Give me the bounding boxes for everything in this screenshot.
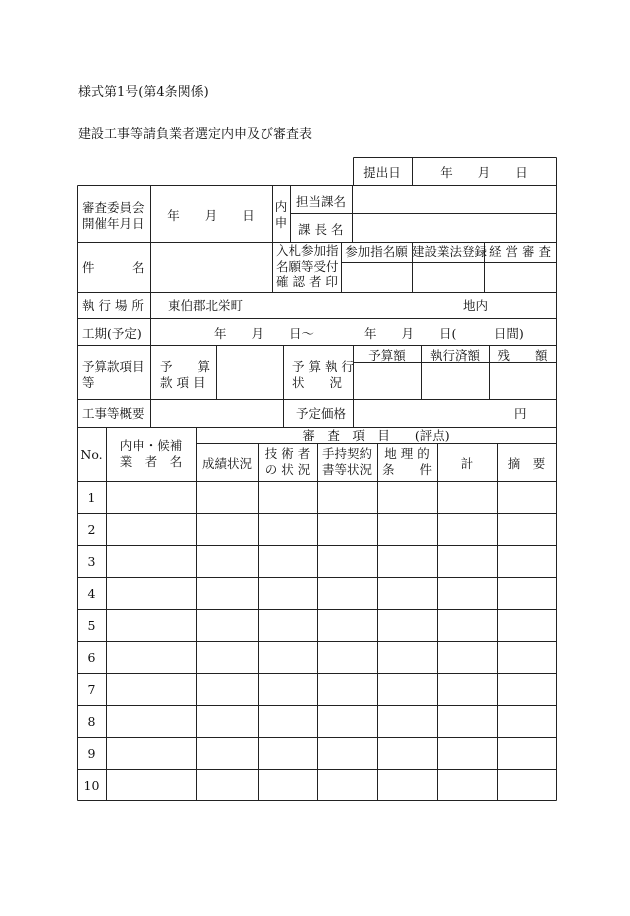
budget-label-2: 等 <box>82 374 95 390</box>
location-label: 執 行 場 所 <box>82 298 144 313</box>
kenmei-label: 件 名 <box>82 260 145 275</box>
col-kei: 計 <box>460 456 474 471</box>
col-seiseki: 成績状況 <box>201 456 252 471</box>
row-no-5: 5 <box>87 618 96 633</box>
row-no-10: 10 <box>83 778 100 793</box>
bid-col-2: 建設業法登録 <box>412 244 488 259</box>
applicant-header-2: 業 者 名 <box>119 453 183 469</box>
col-chiri-1: 地 理 的 <box>384 446 430 461</box>
col-chiri-2: 条 件 <box>381 461 432 477</box>
row-no-9: 9 <box>87 746 96 761</box>
applicant-header-1: 内申・候補 <box>119 438 183 453</box>
committee-label-1: 審査委員会 <box>82 200 145 215</box>
budget-col-2: 執行済額 <box>429 348 480 363</box>
budget-exec-label <box>292 359 354 390</box>
naishin-label <box>272 199 290 230</box>
overview-label: 工事等概要 <box>82 406 145 421</box>
tanto-label: 担当課名 <box>296 194 347 209</box>
col-temochi-1: 手持契約 <box>321 446 372 461</box>
kacho-label: 課 長 名 <box>298 222 344 237</box>
submit-date-value[interactable]: 年 月 日 <box>440 165 528 180</box>
budget-label <box>82 359 145 390</box>
row-no-7: 7 <box>87 682 96 697</box>
col-temochi <box>317 446 377 477</box>
location-prefix: 東伯郡北栄町 <box>168 298 244 313</box>
col-gijutsusha-1: 技 術 者 <box>264 446 311 461</box>
page-title: 建設工事等請負業者選定内申及び審査表 <box>78 127 313 142</box>
location-suffix: 地内 <box>463 298 489 313</box>
col-gijutsusha-2: の 状 況 <box>264 461 311 477</box>
bid-col-1: 参加指名願 <box>345 244 408 259</box>
bid-label-3: 確 認 者 印 <box>276 274 338 290</box>
row-no-3: 3 <box>87 554 96 569</box>
budget-col-3: 残 額 <box>497 348 548 363</box>
col-chiri <box>377 446 437 477</box>
period-value[interactable]: 年 月 日〜 年 月 日( 日間) <box>214 326 524 341</box>
naishin-char-2: 申 <box>274 214 288 230</box>
yen-unit: 円 <box>514 406 527 421</box>
bid-check-label <box>276 243 339 290</box>
budget-sub-2: 款 項 目 <box>160 374 206 390</box>
row-no-8: 8 <box>87 714 96 729</box>
budget-exec-2: 状 況 <box>292 374 343 390</box>
applicant-header <box>106 438 196 469</box>
budget-col-1: 予算額 <box>368 348 406 363</box>
budget-sub-label <box>160 359 210 390</box>
no-header: No. <box>80 447 103 462</box>
review-group-header: 審 査 項 目 (評点) <box>302 428 450 443</box>
committee-label-2: 開催年月日 <box>82 215 145 231</box>
bid-label-1: 入札参加指 <box>276 243 339 258</box>
price-label: 予定価格 <box>296 406 347 421</box>
committee-date-label <box>82 200 145 231</box>
naishin-char-1: 内 <box>274 199 288 214</box>
bid-col-3: 経 営 審 査 <box>489 244 551 259</box>
col-gijutsusha <box>258 446 317 477</box>
row-no-6: 6 <box>87 650 96 665</box>
period-label: 工期(予定) <box>82 326 142 341</box>
bid-label-2: 名願等受付 <box>276 258 339 274</box>
col-temochi-2: 書等状況 <box>321 461 372 477</box>
row-no-2: 2 <box>87 522 96 537</box>
budget-exec-1: 予 算 執 行 <box>292 359 354 374</box>
form-number: 様式第1号(第4条関係) <box>78 85 209 100</box>
row-no-1: 1 <box>87 490 96 505</box>
committee-date-value[interactable]: 年 月 日 <box>167 208 255 223</box>
row-no-4: 4 <box>87 586 96 601</box>
submit-date-label: 提出日 <box>363 165 401 180</box>
col-tekiyo: 摘 要 <box>507 456 546 471</box>
budget-sub-1: 予 算 <box>160 359 211 374</box>
budget-label-1: 予算款項目 <box>82 359 145 374</box>
